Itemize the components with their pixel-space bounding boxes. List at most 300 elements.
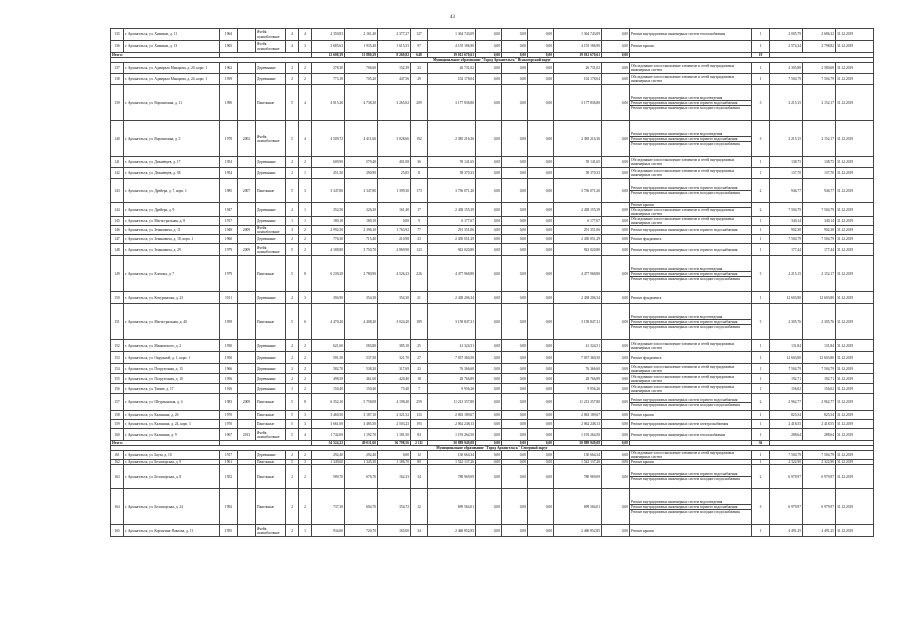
- total-area: 278,30: [312, 63, 345, 74]
- area-residential: 1 763,92: [378, 226, 411, 235]
- work-type: Ремонт внутридомовых инженерных систем горячего водоснабжения: [631, 247, 738, 252]
- wall-material: Деревянные: [256, 352, 286, 364]
- year-built: 1959: [220, 304, 238, 340]
- other-funds: 0,00: [602, 168, 630, 179]
- entrance-count: 4: [299, 429, 312, 441]
- work-types: [630, 525, 752, 537]
- work-type: Ремонт внутридомовых инженерных систем холодного водоснабжения: [630, 509, 751, 514]
- work-type: Ремонт внутридомовых инженерных систем холодного водоснабжения: [630, 324, 751, 329]
- area-premises: 3 347,80: [345, 179, 378, 203]
- building-address: г. Архангельск, ул. Дежнёвцев, д. 38: [124, 168, 220, 179]
- other-funds: 0,00: [602, 292, 630, 304]
- area-premises: 461,60: [345, 374, 378, 384]
- building-row: [111, 352, 874, 364]
- wall-material: Ячейк шлакоблочные: [256, 525, 286, 537]
- work-type: Ремонт внутридомовых инженерных систем водоотведения: [631, 266, 723, 271]
- fund-3: 0,00: [528, 256, 554, 292]
- fund-3: 0,00: [528, 489, 554, 525]
- repair-cost: 1 542 137,26: [428, 460, 476, 465]
- work-count: 1: [752, 217, 770, 226]
- residents-count: 193: [411, 420, 428, 429]
- other-funds: 0,00: [602, 374, 630, 384]
- other-funds: 0,00: [602, 304, 630, 340]
- completion-date: 31.12.2019: [836, 384, 874, 394]
- building-address: г. Архангельск, ул. Зеньковича, д. 29: [124, 244, 220, 256]
- unit-cost: 192,71: [770, 374, 803, 384]
- entrance-count: 1: [299, 203, 312, 217]
- fund-2: 0,00: [502, 203, 528, 217]
- residents-count: 192: [411, 121, 428, 157]
- other-funds: 0,00: [602, 364, 630, 374]
- residents-count: 25: [411, 340, 428, 352]
- work-type: Ремонт крыши: [631, 528, 654, 533]
- area-residential: 3 024,20: [378, 304, 411, 340]
- other-funds: 0,00: [602, 41, 630, 53]
- fund-3: 0,00: [528, 451, 554, 460]
- wall-material: Деревянные: [256, 374, 286, 384]
- entrance-count: 2: [299, 340, 312, 352]
- work-count: 2: [752, 203, 770, 217]
- area-residential: 321,70: [378, 352, 411, 364]
- year-built: 1917: [220, 217, 238, 226]
- total-area: 4 470,20: [312, 304, 345, 340]
- building-row: [111, 489, 874, 525]
- wall-material: Панельные: [256, 256, 286, 292]
- area-premises: 2 780,90: [345, 256, 378, 292]
- fund-1: 0,00: [476, 244, 502, 256]
- work-count: 1: [752, 352, 770, 364]
- max-unit-cost: 12 603,80: [803, 352, 836, 364]
- year-built: 1979: [220, 244, 238, 256]
- work-types: [630, 244, 752, 256]
- fund-2: 0,00: [502, 157, 528, 168]
- total-fund-1: 0,00: [476, 53, 502, 58]
- other-funds: 0,00: [602, 525, 630, 537]
- building-row: [111, 411, 874, 420]
- repair-cost: 26 731,02: [428, 63, 476, 74]
- fund-2: 0,00: [502, 168, 528, 179]
- building-address: г. Архангельск, ул. Корчагина-Павлова, д. 11: [124, 525, 220, 537]
- other-funds: 0,00: [602, 157, 630, 168]
- residents-count: 189: [411, 304, 428, 340]
- building-row: [111, 374, 874, 384]
- residents-count: 34: [411, 465, 428, 489]
- fund-2: 0,00: [502, 304, 528, 340]
- work-count: 1: [752, 384, 770, 394]
- fund-2: 0,00: [502, 244, 528, 256]
- building-row: [111, 63, 874, 74]
- area-premises: 604,70: [345, 489, 378, 525]
- fund-2: 0,00: [502, 394, 528, 411]
- other-funds: 0,00: [602, 460, 630, 465]
- building-address: г. Архангельск, ул. Магистральная, д. 8: [124, 217, 220, 226]
- work-type: Обследование и восстановление элементов и сетей внутридомовых инженерных систем: [631, 158, 735, 167]
- year-built: 1955: [220, 525, 238, 537]
- max-unit-cost: 7 504,79: [803, 203, 836, 217]
- building-row: [111, 29, 874, 41]
- area-premises: 5 758,08: [345, 394, 378, 411]
- other-funds: 0,00: [602, 203, 630, 217]
- year-built: 1967: [220, 429, 238, 441]
- work-count: 1: [752, 525, 770, 537]
- total-residents: 2 111: [411, 441, 428, 446]
- unit-cost: 2 215,15: [770, 256, 803, 292]
- max-unit-cost: 7 504,79: [803, 364, 836, 374]
- work-count: 1: [752, 374, 770, 384]
- area-premises: 3 187,10: [345, 411, 378, 420]
- row-number: 162: [111, 460, 124, 465]
- page-number: 43: [450, 15, 455, 20]
- repair-cost: 76 366,60: [428, 364, 476, 374]
- total-owner-funds: 50 889 949,08: [554, 441, 602, 446]
- other-funds: 0,00: [602, 74, 630, 85]
- owner-funds: 2 062 248,13: [554, 420, 602, 429]
- work-types: [630, 352, 752, 364]
- wall-material: Деревянные: [256, 157, 286, 168]
- year-built: 1948: [220, 226, 238, 235]
- max-unit-cost: 156,02: [803, 384, 836, 394]
- entrance-count: 8: [299, 256, 312, 292]
- building-address: г. Архангельск, ул. Дежнёвцев, д. 17: [124, 157, 220, 168]
- max-unit-cost: 2 580,68: [803, 63, 836, 74]
- repair-cost: 2 385 216,36: [428, 121, 476, 157]
- fund-2: 0,00: [502, 292, 528, 304]
- fund-3: 0,00: [528, 525, 554, 537]
- total-area: 498,50: [312, 374, 345, 384]
- repair-cost: 2 063 189,67: [428, 411, 476, 420]
- fund-2: 0,00: [502, 217, 528, 226]
- max-unit-cost: 192,71: [803, 374, 836, 384]
- work-type: Ремонт фундамента: [631, 295, 662, 300]
- fund-1: 0,00: [476, 352, 502, 364]
- owner-funds: 2 385 216,36: [554, 121, 602, 157]
- work-type: Обследование и восстановление элементов и сетей внутридомовых инженерных систем: [631, 169, 735, 178]
- completion-date: 31.12.2019: [836, 235, 874, 244]
- work-types: [630, 63, 752, 74]
- total-area: 150,40: [312, 384, 345, 394]
- other-funds: 0,00: [602, 352, 630, 364]
- work-types: [630, 203, 752, 217]
- unit-cost: 2 215,15: [770, 121, 803, 157]
- other-funds: 0,00: [602, 217, 630, 226]
- owner-funds: 7 037 360,50: [554, 352, 602, 364]
- fund-3: 0,00: [528, 460, 554, 465]
- work-type: Ремонт внутридомовых инженерных систем горячего водоснабжения: [630, 504, 751, 509]
- year-built: 1966: [220, 364, 238, 374]
- repair-cost: 699 564,01: [428, 489, 476, 525]
- work-type: Ремонт крыши: [631, 460, 654, 465]
- building-address: г. Архангельск, ул. Беломорская, д. 8: [124, 465, 220, 489]
- owner-funds: 291 351,06: [554, 226, 602, 235]
- row-number: 136: [111, 41, 124, 53]
- other-funds: 0,00: [602, 420, 630, 429]
- area-residential: 4 198,40: [378, 394, 411, 411]
- fund-1: 0,00: [476, 217, 502, 226]
- completion-date: 31.12.2019: [836, 352, 874, 364]
- work-type: Ремонт внутридомовых инженерных систем горячего водоснабжения: [631, 397, 738, 402]
- max-unit-cost: 2 152,17: [803, 85, 836, 121]
- work-types: [630, 168, 752, 179]
- owner-funds: 4 155 186,90: [554, 41, 602, 53]
- total-fund-3: 0,00: [528, 53, 554, 58]
- max-unit-cost: 2 305,76: [803, 304, 836, 340]
- wall-material: Ячейк шлакоблочные: [256, 226, 286, 235]
- completion-date: 31.12.2019: [836, 244, 874, 256]
- work-types: [630, 41, 752, 53]
- building-row: [111, 420, 874, 429]
- fund-1: 0,00: [476, 525, 502, 537]
- wall-material: Ячейк шлакоблочные: [256, 41, 286, 53]
- entrance-count: 3: [299, 41, 312, 53]
- wall-material: Ячейк шлакоблочные: [256, 429, 286, 441]
- work-type: Ремонт внутридомовых инженерных систем водоотведения: [631, 95, 723, 100]
- unit-cost: 12 603,80: [770, 292, 803, 304]
- row-number: 165: [111, 525, 124, 537]
- other-funds: 0,00: [602, 451, 630, 460]
- total-work-count: 19: [752, 53, 770, 58]
- work-types: [630, 292, 752, 304]
- work-types: [630, 411, 752, 420]
- fund-1: 0,00: [476, 63, 502, 74]
- work-type: Ремонт внутридомовых инженерных систем водоотведения: [631, 499, 723, 504]
- other-funds: 0,00: [602, 179, 630, 203]
- floor-count: 2: [286, 465, 299, 489]
- floor-count: 1: [286, 217, 299, 226]
- floor-count: 5: [286, 256, 299, 292]
- fund-2: 0,00: [502, 364, 528, 374]
- year-built: 1979: [220, 256, 238, 292]
- area-residential: 4 526,23: [378, 256, 411, 292]
- building-row: [111, 217, 874, 226]
- completion-date: 31.12.2019: [836, 292, 874, 304]
- work-type: Ремонт внутридомовых инженерных систем холодного водоснабжения: [630, 476, 751, 481]
- floor-count: 5: [286, 304, 299, 340]
- max-unit-cost: 340,14: [803, 217, 836, 226]
- total-area: 451,50: [312, 168, 345, 179]
- owner-funds: 1 364 743,09: [554, 29, 602, 41]
- entrance-count: 3: [299, 460, 312, 465]
- area-premises: 720,70: [345, 525, 378, 537]
- floor-count: 2: [286, 157, 299, 168]
- fund-3: 0,00: [528, 85, 554, 121]
- completion-date: 31.12.2019: [836, 63, 874, 74]
- work-types: [630, 340, 752, 352]
- completion-date: 31.12.2019: [836, 465, 874, 489]
- work-count: 1: [752, 460, 770, 465]
- area-residential: 2 321,52: [378, 411, 411, 420]
- work-type: Ремонт внутридомовых инженерных систем горячего водоснабжения: [630, 100, 751, 105]
- building-row: [111, 121, 874, 157]
- completion-date: 31.12.2019: [836, 489, 874, 525]
- work-count: 1: [752, 168, 770, 179]
- owner-funds: 2 438 155,39: [554, 203, 602, 217]
- work-type: Ремонт внутридомовых инженерных систем горячего водоснабжения: [631, 472, 738, 477]
- area-residential: 3 028,66: [378, 121, 411, 157]
- work-type: Обследование и восстановление элементов и сетей внутридомовых инженерных систем: [631, 64, 735, 73]
- work-type: Обследование и восстановление элементов и сетей внутридомовых инженерных систем: [631, 75, 735, 84]
- unit-cost: 7 504,79: [770, 74, 803, 85]
- fund-3: 0,00: [528, 304, 554, 340]
- owner-funds: 2 450 051,29: [554, 235, 602, 244]
- work-types: [630, 235, 752, 244]
- max-unit-cost: 2 152,17: [803, 256, 836, 292]
- entrance-count: 2: [299, 226, 312, 235]
- unit-cost: 7 504,79: [770, 451, 803, 460]
- residents-count: 173: [411, 179, 428, 203]
- max-unit-cost: 2 962,77: [803, 394, 836, 411]
- repair-cost: 11 213 357,80: [428, 394, 476, 411]
- residents-count: 9: [411, 217, 428, 226]
- year-built: 1978: [220, 121, 238, 157]
- repair-cost: 1 364 743,09: [428, 29, 476, 41]
- row-number: 158: [111, 411, 124, 420]
- year-renovated: [238, 203, 256, 217]
- area-residential: 152,39: [378, 63, 411, 74]
- year-built: 1962: [220, 63, 238, 74]
- total-area: 6 239,20: [312, 256, 345, 292]
- entrance-count: 2: [299, 374, 312, 384]
- floor-count: 2: [286, 63, 299, 74]
- floor-count: 2: [286, 292, 299, 304]
- entrance-count: 2: [299, 244, 312, 256]
- work-type: Обследование и восстановление элементов и сетей внутридомовых инженерных систем: [631, 451, 735, 460]
- area-premises: 538,20: [345, 364, 378, 374]
- unit-cost: 7 504,79: [770, 203, 803, 217]
- work-count: 1: [752, 41, 770, 53]
- owner-funds: 11 213 357,80: [554, 394, 602, 411]
- other-funds: 0,00: [602, 235, 630, 244]
- area-residential: 25,85: [378, 168, 411, 179]
- work-count: 1: [752, 63, 770, 74]
- fund-3: 0,00: [528, 292, 554, 304]
- repair-cost: 4 477 968,80: [428, 256, 476, 292]
- fund-3: 0,00: [528, 179, 554, 203]
- wall-material: Деревянные: [256, 340, 286, 352]
- fund-2: 0,00: [502, 121, 528, 157]
- fund-1: 0,00: [476, 168, 502, 179]
- fund-3: 0,00: [528, 41, 554, 53]
- floor-count: 5: [286, 460, 299, 465]
- area-premises: 292,40: [345, 451, 378, 460]
- total-area: 3 661,00: [312, 420, 345, 429]
- year-renovated: [238, 256, 256, 292]
- floor-count: 5: [286, 394, 299, 411]
- row-number: 139: [111, 85, 124, 121]
- total-other-funds: 0,00: [602, 441, 630, 446]
- repair-cost: 7 037 360,50: [428, 352, 476, 364]
- district-section-title: Муниципальное образование "Город Архангельск" Исакогорский округ: [111, 58, 874, 63]
- entrance-count: 2: [299, 489, 312, 525]
- max-unit-cost: 138,75: [803, 157, 836, 168]
- completion-date: 31.12.2019: [836, 29, 874, 41]
- building-address: г. Архангельск, ул. Дрейера, д. 9: [124, 203, 220, 217]
- entrance-count: 2: [299, 384, 312, 394]
- max-unit-cost: 7 504,79: [803, 235, 836, 244]
- unit-cost: 2 305,76: [770, 304, 803, 340]
- year-built: 1952: [220, 465, 238, 489]
- fund-1: 0,00: [476, 41, 502, 53]
- area-premises: 4 738,30: [345, 85, 378, 121]
- work-types: [630, 489, 752, 525]
- year-built: 1983: [220, 394, 238, 411]
- completion-date: 31.12.2019: [836, 226, 874, 235]
- unit-cost: 2 005,79: [770, 29, 803, 41]
- fund-1: 0,00: [476, 292, 502, 304]
- work-count: 1: [752, 226, 770, 235]
- fund-1: 0,00: [476, 340, 502, 352]
- row-number: 159: [111, 420, 124, 429]
- wall-material: Деревянные: [256, 63, 286, 74]
- work-types: [630, 451, 752, 460]
- building-row: [111, 384, 874, 394]
- fund-2: 0,00: [502, 41, 528, 53]
- max-unit-cost: 902,38: [803, 226, 836, 235]
- owner-funds: 943 020,80: [554, 244, 602, 256]
- work-count: 1: [752, 411, 770, 420]
- work-types: [630, 85, 752, 121]
- year-renovated: [238, 525, 256, 537]
- work-type: Обследование и восстановление элементов и сетей внутридомовых инженерных систем: [631, 374, 735, 383]
- work-type: Обследование и восстановление элементов и сетей внутридомовых инженерных систем: [631, 341, 735, 350]
- year-renovated: [238, 85, 256, 121]
- work-type: Ремонт внутридомовых инженерных систем горячего водоснабжения: [631, 186, 738, 191]
- total-area: 4 015,20: [312, 85, 345, 121]
- fund-2: 0,00: [502, 179, 528, 203]
- work-types: [630, 74, 752, 85]
- row-number: 150: [111, 292, 124, 304]
- row-number: 163: [111, 465, 124, 489]
- completion-date: 31.12.2019: [836, 340, 874, 352]
- fund-1: 0,00: [476, 74, 502, 85]
- total-area: 6 352,10: [312, 394, 345, 411]
- building-row: [111, 244, 874, 256]
- fund-1: 0,00: [476, 384, 502, 394]
- work-count: 1: [752, 29, 770, 41]
- other-funds: 0,00: [602, 121, 630, 157]
- fund-1: 0,00: [476, 465, 502, 489]
- entrance-count: 3: [299, 292, 312, 304]
- residents-count: 34: [411, 525, 428, 537]
- residents-count: 84: [411, 429, 428, 441]
- total-area: 776,30: [312, 235, 345, 244]
- building-row: [111, 256, 874, 292]
- fund-3: 0,00: [528, 429, 554, 441]
- wall-material: Деревянные: [256, 384, 286, 394]
- area-premises: 705,20: [345, 74, 378, 85]
- work-types: [630, 374, 752, 384]
- year-renovated: [238, 465, 256, 489]
- year-renovated: [238, 292, 256, 304]
- total-cost: 50 889 949,08: [428, 441, 476, 446]
- area-premises: 715,40: [345, 235, 378, 244]
- total-area: 2 685,63: [312, 41, 345, 53]
- area-residential: 1 615,53: [378, 41, 411, 53]
- completion-date: 31.12.2019: [836, 85, 874, 121]
- building-address: г. Архангельск, ул. Зеньковича, д. 18, корп. 1: [124, 235, 220, 244]
- max-unit-cost: 7 504,79: [803, 451, 836, 460]
- max-unit-cost: 4 491,25: [803, 525, 836, 537]
- owner-funds: 1 542 137,26: [554, 460, 602, 465]
- fund-1: 0,00: [476, 85, 502, 121]
- owner-funds: 2 460 852,85: [554, 525, 602, 537]
- work-count: 1: [752, 429, 770, 441]
- completion-date: 31.12.2019: [836, 429, 874, 441]
- fund-2: 0,00: [502, 226, 528, 235]
- floor-count: 3: [286, 226, 299, 235]
- district-section-title: Муниципальное образование "Город Архангельск" Северный округ: [111, 446, 874, 451]
- residents-count: 80: [411, 460, 428, 465]
- floor-count: 2: [286, 203, 299, 217]
